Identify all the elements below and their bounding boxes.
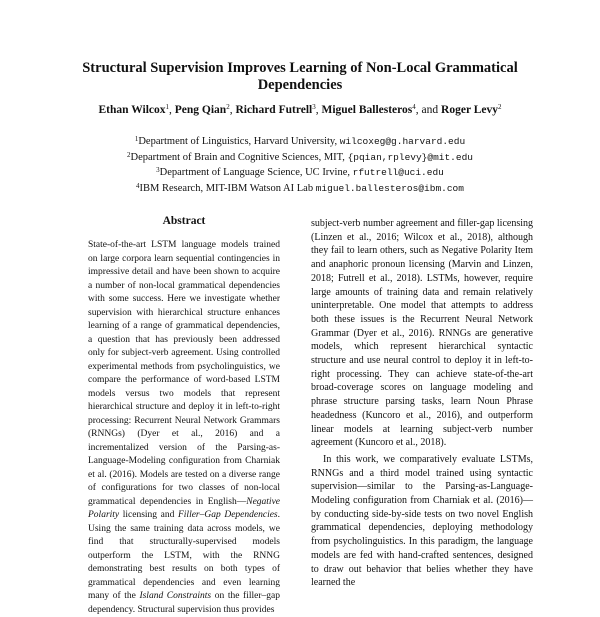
body-paragraph: In this work, we comparatively evaluate LSTMs, RNNGs and a third model trained using syntactic supervision—similar to the Parsing-as-Language-Modeling configuration from Charniak et al. (2016)—by conducting side-by-side tests on two novel English grammatical dependencies, deploying methodology from psycholinguistics. In this paradigm, the language models are fed with hand-crafted sentences, designed to draw out behavior that belies whether they have learned the [311, 453, 533, 589]
author-affiliation-mark: 1 [165, 103, 169, 111]
author-name: Ethan Wilcox [98, 104, 166, 116]
email-address: rfutrell@uci.edu [352, 167, 444, 178]
email-address: {pqian,rplevy}@mit.edu [347, 151, 473, 163]
paper-title: Structural Supervision Improves Learning of Non-Local Grammatical Dependencies [82, 60, 518, 93]
abstract-body: State-of-the-art LSTM language models trained on large corpora learn sequential contingencies in impressive detail and have been shown to acquire a number of non-local grammatical dependencies with some success. Here we investigate whether supervision with hierarchical structure enhances learning of a range of grammatical dependencies, a question that has previously been addressed only for subject-verb agreement. Using controlled experimental methods from psycholinguistics, we compare the performance of word-based LSTM models versus two models that represent hierarchical structure and deploy it in left-to-right processing: Recurrent Neural Network Grammars (RNNGs) (Dyer et al., 2016) and a incrementalized version of the Parsing-as-Language-Modeling configuration from Charniak et al. (2016). Models are tested on a diverse range of configurations for two classes of non-local grammatical dependencies in English—Negative Polarity licensing and Filler–Gap Dependencies. Using the same training data across models, we find that structurally-supervised models outperform the LSTM, with the RNNG demonstrating best results on both types of grammatical dependencies and even learning many of the Island Constraints on the filler–gap dependency. Structural supervision thus provides [88, 240, 280, 615]
affiliation-line: $^1$Department of Linguistics, Harvard University, wilcoxeg@g.harvard.edu [134, 135, 466, 147]
author-affiliation-mark: 3 [312, 103, 316, 111]
body-paragraph: subject-verb number agreement and filler-gap licensing (Linzen et al., 2016; Wilcox et al., 2018), although they fail to learn others, such as Negative Polarity Item and anaphoric pronoun licensing (Marvin and Linzen, 2018; Futrell et al., 2018). LSTMs, however, require large amounts of training data and remain relatively uninterpretable. One model that attempts to address both these issues is the Recurrent Neural Network Grammar (Dyer et al., 2016). RNNGs are generative models, which represent hierarchical syntactic structure and use neural control to deploy it in left-to-right processing. They can achieve state-of-the-art broad-coverage scores on language modeling and phrase structure parsing tasks, learn Noun Phrase headedness (Kuncoro et al., 2016), and outperform linear models at learning subject-verb number agreement (Kuncoro et al., 2018). [311, 218, 533, 449]
email-address: wilcoxeg@g.harvard.edu [339, 136, 466, 147]
author-name: Roger Levy [441, 104, 498, 116]
author-affiliation-mark: 2 [226, 103, 230, 111]
author-list [20, 104, 580, 116]
author-affiliation-mark: 2 [498, 103, 502, 111]
author-separator: , [315, 104, 322, 116]
author-separator: , [169, 104, 175, 116]
author-separator: , [229, 104, 236, 116]
body-column-right [311, 217, 533, 600]
affiliation-line: $^4$IBM Research, MIT-IBM Watson AI Lab miguel.ballesteros@ibm.com [136, 181, 464, 194]
abstract-heading: Abstract [162, 215, 206, 227]
author-affiliation-mark: 4 [412, 103, 416, 111]
author-name: Peng Qian [174, 104, 227, 116]
affiliation-list [20, 134, 580, 196]
affiliation-line: $^3$Department of Language Science, UC Irvine, rfutrell@uci.edu [156, 166, 444, 178]
affiliation-line: $^2$Department of Brain and Cognitive Sciences, MIT, {pqian,rplevy}@mit.edu [127, 150, 473, 163]
author-name: Miguel Ballesteros [321, 104, 413, 116]
author-separator: , and [415, 104, 442, 116]
author-name: Richard Futrell [235, 104, 313, 116]
email-address: miguel.ballesteros@ibm.com [315, 182, 464, 194]
